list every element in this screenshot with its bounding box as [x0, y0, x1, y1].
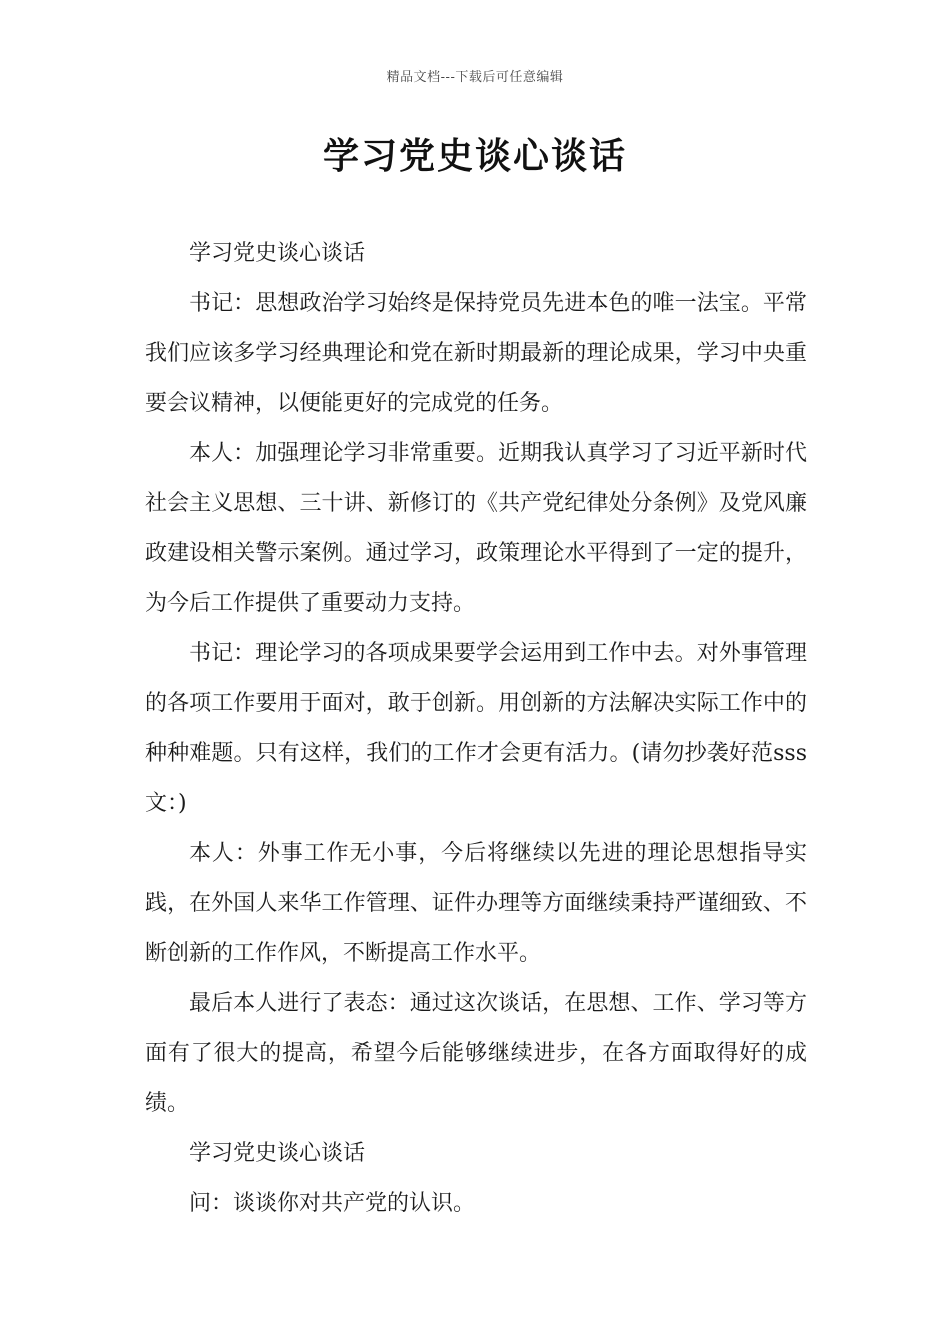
paragraph-subtitle-2: 学习党史谈心谈话 — [189, 1141, 366, 1166]
document-title: 学习党史谈心谈话 — [322, 135, 627, 177]
paragraph-question: 问：谈谈你对共产党的认识。 — [189, 1191, 476, 1216]
paragraph-self-1: 本人：加强理论学习非常重要。近期我认真学习了习近平新时代社会主义思想、三十讲、新修订的《共产党纪律处分条例》及党风廉政建设相关警示案例。通过学习，政策理论水平得到了一定的提升，为今后工作提供了重要动力支持。 — [145, 441, 807, 616]
paragraph-conclusion: 最后本人进行了表态：通过这次谈话，在思想、工作、学习等方面有了很大的提高，希望今后能够继续进步，在各方面取得好的成绩。 — [145, 991, 807, 1116]
paragraph-secretary-1: 书记：思想政治学习始终是保持党员先进本色的唯一法宝。平常我们应该多学习经典理论和党在新时期最新的理论成果，学习中央重要会议精神，以便能更好的完成党的任务。 — [145, 291, 807, 416]
header-note: 精品文档---下载后可任意编辑 — [386, 70, 564, 85]
paragraph-self-2: 本人：外事工作无小事，今后将继续以先进的理论思想指导实践，在外国人来华工作管理、证件办理等方面继续秉持严谨细致、不断创新的工作作风，不断提高工作水平。 — [145, 841, 807, 966]
paragraph-secretary-2: 书记：理论学习的各项成果要学会运用到工作中去。对外事管理的各项工作要用于面对，敢于创新。用创新的方法解决实际工作中的种种难题。只有这样，我们的工作才会更有活力。(请勿抄袭好范sss文：) — [145, 641, 807, 816]
paragraph-subtitle: 学习党史谈心谈话 — [189, 241, 366, 266]
document-body — [145, 229, 807, 1229]
